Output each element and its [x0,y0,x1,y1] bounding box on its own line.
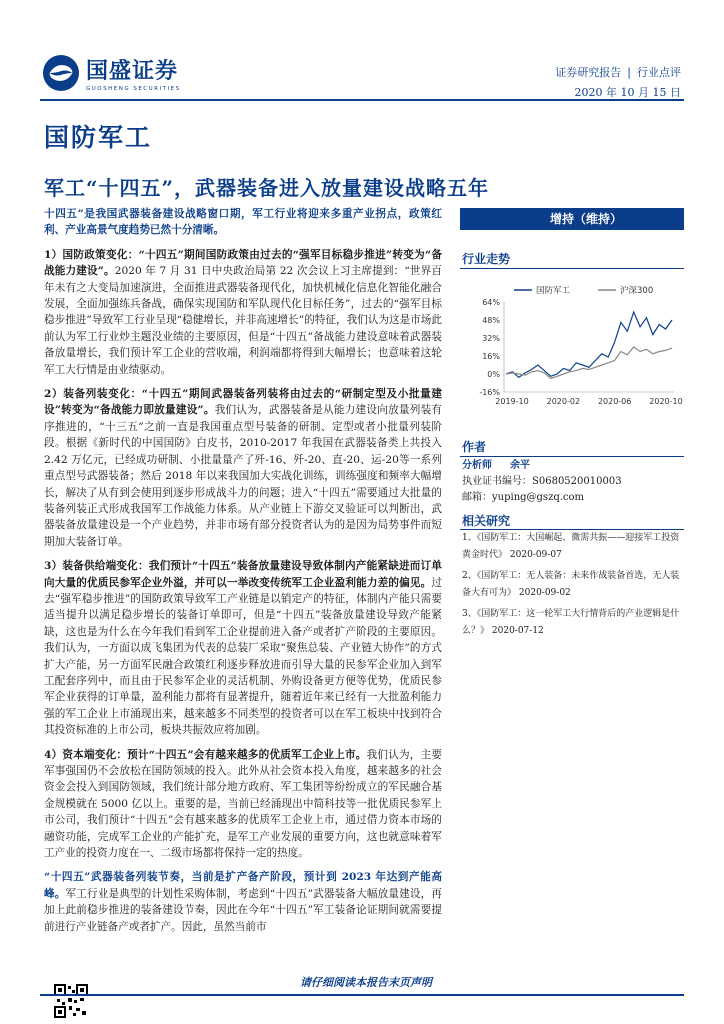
company-logo [42,54,181,92]
author-info [462,458,622,506]
y-tick-label: 64% [482,298,500,307]
header-divider [40,99,684,101]
paragraph-5-text: 军工行业是典型的计划性采购体制，考虑到“十四五”武器装备大幅放量建设，再加上此前稳步推进的装备建设节奏，因此在今年“十四五”军工装备论证期间就需要提前进行产业链备产或者扩产。因此，虽然当前市 [44,887,442,933]
legend-entry: 沪深300 [620,286,654,296]
license-number: S0680520010003 [532,476,622,487]
paragraph-3 [44,558,442,738]
paragraph-2 [44,386,442,550]
related-item[interactable] [462,606,684,640]
report-type: 证券研究报告 | 行业点评 [555,66,681,79]
email-label: 邮箱： [462,492,492,503]
analyst-name: 余平 [510,460,530,471]
report-body [44,206,442,943]
author-section-title: 作者 [462,440,487,454]
industry-trend-chart [460,280,684,412]
paragraph-3-text: 过去“强军稳步推进”的国防政策导致军工产业链是以销定产的特征，体制内产能只需要适当提升以满足稳步增长的装备订单即可，但是“十四五”装备放量建设导致产能紧缺，这也是为什么在今年我们看到军工企业提前进入备产或者扩产阶段的主要原因。我们认为，一方面以成飞集团为代表的总装厂采取“聚焦总装、产业链大协作”的方式扩大产能，另一方面军民融合政策红利逐步释放进而引导大量的民参军企业加入到军工配套序列中，而且由于民参军企业的灵活机制、外购设备更方便等优势，优质民参军企业获得的订单量，盈利能力都将有显著提升，随着近年来已经有一大批盈利能力强的军工企业上市涌现出来，越来越多不同类型的投资者可以在军工板块中找到符合其投资标准的上市公司，板块共振效应将加剧。 [44,576,442,737]
paragraph-4-text: 我们认为，主要军事强国仍不会放松在国防领域的投入。此外从社会资本投入角度，越来越多的社会资金会投入到国防领域，我们统计部分地方政府、军工集团等纷纷成立的军民融合基金规模就在 5000 亿以上。重要的是，当前已经涌现出中简科技等一批优质民参军上市公司，我们预计“十四五”会有越来越多的优质军工企业上市，通过借力资本市场的融资功能，完成军工企业的产能扩充，是军工产业发展的重要方向，这也就意味着军工产业的投资力度在一、二级市场都将保持一定的热度。 [44,748,443,860]
related-section-title: 相关研究 [462,514,511,528]
paragraph-5 [44,869,442,935]
x-tick-label: 2020-06 [597,397,632,406]
report-date: 2020 年 10 月 15 日 [574,86,681,99]
related-research-list [462,530,684,644]
trend-section-title: 行业走势 [462,252,511,266]
paragraph-1-heading: 1）国防政策变化：“十四五”期间国防政策由过去的“强军目标稳步推进”转变为“备战能力建设”。 [44,248,442,278]
y-tick-label: 48% [482,316,500,325]
paragraph-5-heading: “十四五”武器装备列装节奏，当前是扩产备产阶段，预计到 2023 年达到产能高峰。 [44,871,442,900]
paragraph-4 [44,747,442,862]
report-title: 军工“十四五”，武器装备进入放量建设战略五年 [44,176,490,200]
series-line-csi300 [506,347,672,379]
paragraph-4-heading: 4）资本端变化：预计“十四五”会有越来越多的优质军工企业上市。 [44,748,367,761]
related-item[interactable] [462,530,684,564]
legend-entry: 国防军工 [536,286,571,296]
related-item-title: 1、《国防军工：大国崛起、微需共振——迎接军工投资黄金时代》 [462,533,680,560]
report-type-label: 证券研究报告 [555,66,622,79]
analyst-label: 分析师 [462,460,492,471]
y-tick-label: 16% [482,352,500,361]
related-item[interactable] [462,568,684,602]
industry-name: 国防军工 [44,123,153,152]
paragraph-2-heading: 2）装备列装变化：“十四五”期间武器装备列装将由过去的“研制定型及小批量建设”转变为“备战能力即放量建设”。 [44,388,442,417]
x-tick-label: 2019-10 [495,397,529,406]
paragraph-2-text: 我们认为，武器装备是从能力建设向放量列装有序推进的，“十三五”之前一直是我国重点型号装备的研制、定型或者小批量列装阶段。根据《新时代的中国国防》白皮书，2010-2017 年我国在武器装备类上共投入 2.42 万亿元，已经成功研制、小批量量产了歼-16、歼-20、直-20、运-20等一系列重点型号武器装备；然后 2018 年以来我国加大实战化训练，训练强度和频率大幅增长，解决了从有到会使用到逐步形成战斗力的问题；进入“十四五”需要通过大批量的装备列装正式形成我国军工作战能力体系。从产业链上下游交叉验证可以判断出，武器装备放量建设是一个产业趋势，并非市场有部分投资者认为的是因为局势事件而短期加大装备订单。 [44,404,443,548]
footer-disclaimer: 请仔细阅读本报告末页声明 [300,976,432,989]
license-label: 执业证书编号： [462,476,532,487]
x-tick-label: 2020-10 [649,397,683,406]
rating-badge: 增持（维持） [460,208,684,230]
y-tick-label: 0% [487,370,500,379]
related-item-title: 3、《国防军工：这一轮军工大行情背后的产业逻辑是什么？》 [462,609,680,636]
analyst-email[interactable]: yuping@gszq.com [492,492,585,503]
footer-divider [40,994,684,996]
paragraph-3-heading: 3）装备供给端变化：我们预计“十四五”装备放量建设导致体制内产能紧缺进而订单向大量的优质民参军企业外溢，并可以一举改变传统军工企业盈利能力差的偏见。 [44,560,442,589]
qr-code-icon [54,984,88,1018]
y-tick-label: 32% [482,334,500,343]
author-section-divider [460,456,684,457]
report-subtype-label: 行业点评 [637,66,681,79]
intro-paragraph: 十四五”是我国武器装备建设战略窗口期，军工行业将迎来多重产业拐点，政策红利、产业高景气度趋势已然十分清晰。 [44,208,442,237]
related-item-date: 2020-07-12 [491,626,544,636]
x-tick-label: 2020-02 [546,397,581,406]
paragraph-1 [44,247,442,378]
related-item-date: 2020-09-07 [509,550,562,560]
series-line-defense [506,312,672,377]
y-tick-label: -16% [479,388,500,397]
related-item-title: 2、《国防军工：无人装备：未来作战装备首选，无人装备大有可为》 [462,571,680,598]
logo-emblem-icon [42,54,80,92]
paragraph-1-text: 2020 年 7 月 31 日中央政治局第 22 次会议上习主席提到：“世界百年未有之大变局加速演进，全面推进武器装备现代化，加快机械化信息化智能化融合发展，全面加强练兵备战，确保实现国防和军队现代化目标任务”，过去的“强军目标稳步推进”导致军工行业呈现“稳健增长，并非高速增长”的特征，我们认为这是市场此前认为军工行业炒主题没业绩的主要原因，但是“十四五”备战能力建设意味着武器装备放量增长，我们预计军工企业的营收端，利润端都将得到大幅增长；也意味着这轮军工大行情是由业绩驱动。 [44,265,442,376]
logo-name-en: GUOSHENG SECURITIES [86,86,181,92]
trend-section-divider [460,268,684,269]
logo-name-cn: 国盛证券 [86,59,179,84]
related-item-date: 2020-09-02 [518,588,571,598]
